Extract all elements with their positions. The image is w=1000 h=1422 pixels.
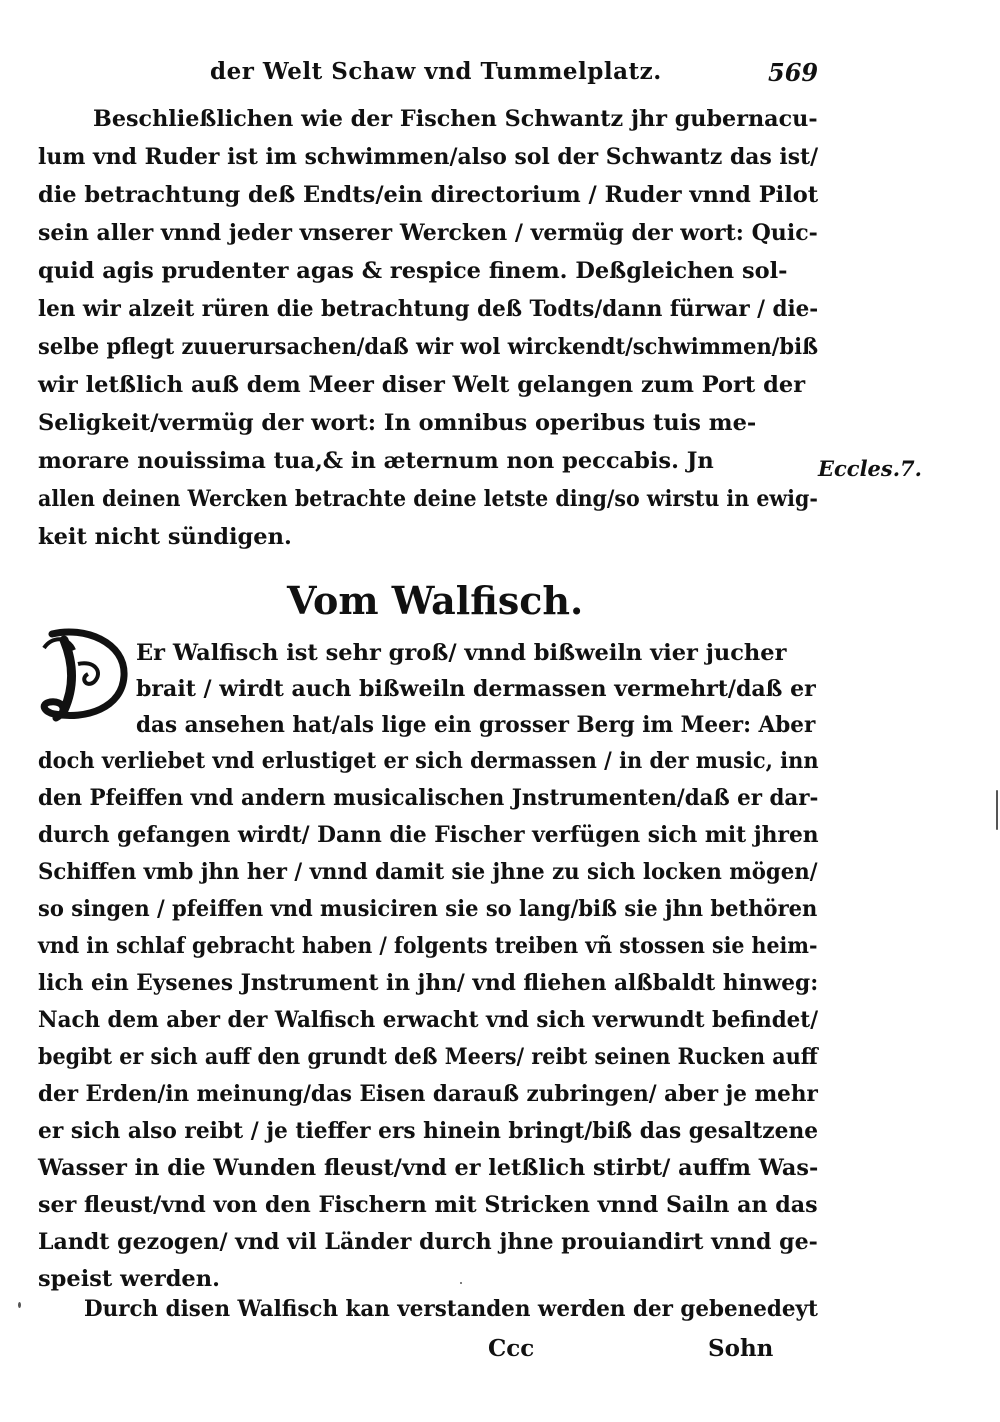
text-line: begibt er sich auff den grundt deß Meers/ reibt seinen Rucken auff bbox=[38, 1044, 818, 1070]
text-line: der Erden/in meinung/das Eisen darauß zubringen/ aber je mehr bbox=[38, 1081, 818, 1107]
text-line: quid agis prudenter agas & respice finem. Deßgleichen sol- bbox=[38, 258, 788, 284]
text-line: die betrachtung deß Endts/ein directorium / Ruder vnnd Pilot bbox=[38, 182, 819, 208]
text-line: das ansehen hat/als lige ein grosser Berg im Meer: Aber bbox=[136, 712, 816, 738]
text-line: doch verliebet vnd erlustiget er sich dermassen / in der music, inn bbox=[38, 748, 819, 774]
text-line: Wasser in die Wunden fleust/vnd er letßlich stirbt/ auffm Was- bbox=[38, 1155, 819, 1181]
paper-speck bbox=[18, 1302, 21, 1308]
text-line: morare nouissima tua,& in æternum non peccabis. Jn bbox=[38, 448, 714, 474]
text-line: sein aller vnnd jeder vnserer Wercken / vermüg der wort: Quic- bbox=[38, 220, 818, 246]
section-heading: Vom Walfisch. bbox=[287, 578, 584, 623]
text-line: len wir alzeit rüren die betrachtung deß Todts/dann fürwar / die- bbox=[38, 296, 819, 322]
text-line: allen deinen Wercken betrachte deine letste ding/so wirstu in ewig- bbox=[38, 486, 818, 512]
text-line: keit nicht sündigen. bbox=[38, 524, 292, 550]
text-line: Durch disen Walfisch kan verstanden werden der gebenedeyt bbox=[84, 1296, 818, 1322]
paper-speck bbox=[460, 1282, 462, 1284]
text-line: brait / wirdt auch bißweiln dermassen vermehrt/daß er bbox=[136, 676, 816, 702]
text-line: vnd in schlaf gebracht haben / folgents treiben vñ stossen sie heim- bbox=[38, 933, 818, 959]
text-line: Er Walfisch ist sehr groß/ vnnd bißweiln vier jucher bbox=[136, 640, 787, 666]
text-line: lich ein Eysenes Jnstrument in jhn/ vnd fliehen alßbaldt hinweg: bbox=[38, 970, 819, 996]
text-line: Schiffen vmb jhn her / vnnd damit sie jhne zu sich locken mögen/ bbox=[38, 859, 818, 885]
text-line: ser fleust/vnd von den Fischern mit Stricken vnnd Sailn an das bbox=[38, 1192, 818, 1218]
text-line: selbe pflegt zuuerursachen/daß wir wol wirckendt/schwimmen/biß bbox=[38, 334, 819, 360]
text-line: wir letßlich auß dem Meer diser Welt gelangen zum Port der bbox=[38, 372, 806, 398]
text-line: er sich also reibt / je tieffer ers hinein bringt/biß das gesaltzene bbox=[38, 1118, 819, 1144]
signature-mark: Ccc bbox=[488, 1335, 535, 1362]
catchword: Sohn bbox=[708, 1335, 774, 1362]
text-line: durch gefangen wirdt/ Dann die Fischer verfügen sich mit jhren bbox=[38, 822, 819, 848]
text-line: so singen / pfeiffen vnd musiciren sie so lang/biß sie jhn bethören bbox=[38, 896, 818, 922]
text-line: Nach dem aber der Walfisch erwacht vnd sich verwundt befindet/ bbox=[38, 1007, 819, 1033]
text-line: Landt gezogen/ vnd vil Länder durch jhne prouiandirt vnnd ge- bbox=[38, 1229, 818, 1255]
text-line: den Pfeiffen vnd andern musicalischen Jnstrumenten/daß er dar- bbox=[38, 785, 819, 811]
text-line: Seligkeit/vermüg der wort: In omnibus operibus tuis me- bbox=[38, 410, 757, 436]
text-line: Beschließlichen wie der Fischen Schwantz jhr gubernacu- bbox=[93, 106, 818, 132]
margin-note: Eccles.7. bbox=[818, 456, 922, 481]
text-line: lum vnd Ruder ist im schwimmen/also sol der Schwantz das ist/ bbox=[38, 144, 819, 170]
running-title: der Welt Schaw vnd Tummelplatz. bbox=[210, 58, 662, 85]
drop-cap-d-icon bbox=[34, 624, 134, 724]
paper-speck bbox=[996, 790, 998, 830]
text-line: speist werden. bbox=[38, 1266, 220, 1292]
page-number: 569 bbox=[768, 58, 819, 87]
